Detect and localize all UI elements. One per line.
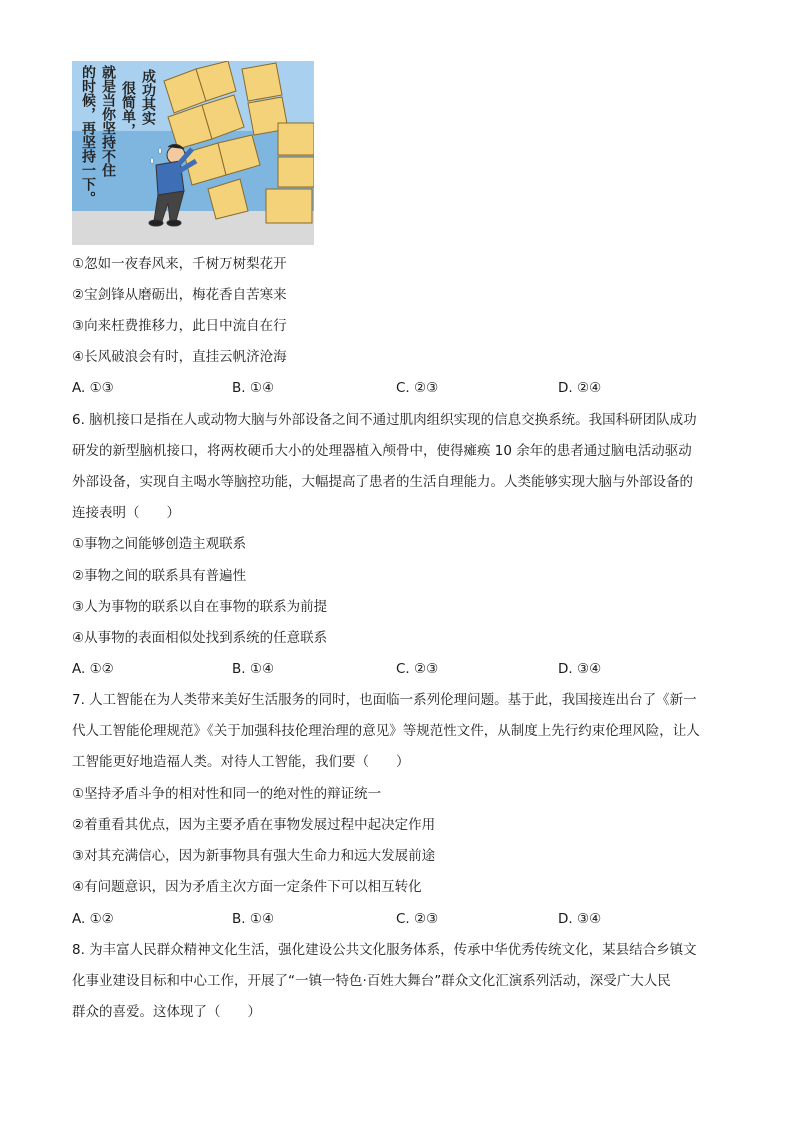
q6-stem-line-1: 6. 脑机接口是指在人或动物大脑与外部设备之间不通过肌肉组织实现的信息交换系统。我国科研团队成功 — [72, 412, 697, 428]
q6-statement-4: ④从事物的表面相似处找到系统的任意联系 — [72, 630, 328, 646]
q6-stem-line-2: 研发的新型脑机接口，将两枚硬币大小的处理器植入颅骨中，使得瘫痪 10 余年的患者通过脑电活动驱动 — [72, 443, 692, 459]
q8-stem-line-1: 8. 为丰富人民群众精神文化生活，强化建设公共文化服务体系，传承中华优秀传统文化，某县结合乡镇文 — [72, 942, 697, 958]
q5-option-a[interactable]: A. ①③ — [72, 380, 114, 396]
q6-option-b[interactable]: B. ①④ — [232, 661, 275, 677]
q6-statement-2: ②事物之间的联系具有普遍性 — [72, 568, 247, 584]
cartoon-caption-col-2: 很简单， — [120, 81, 136, 137]
q7-option-a[interactable]: A. ①② — [72, 911, 114, 927]
q5-option-c[interactable]: C. ②③ — [396, 380, 439, 396]
cartoon-caption-col-3: 就是当你坚持不住 — [100, 65, 116, 177]
q6-statement-1: ①事物之间能够创造主观联系 — [72, 536, 247, 552]
q5-statement-2: ②宝剑锋从磨砺出，梅花香自苦寒来 — [72, 287, 287, 303]
q5-option-d[interactable]: D. ②④ — [558, 380, 602, 396]
q5-statement-3: ③向来枉费推移力，此日中流自在行 — [72, 318, 287, 334]
q6-stem-line-4: 连接表明（ ） — [72, 505, 180, 521]
q7-statement-2: ②着重看其优点，因为主要矛盾在事物发展过程中起决定作用 — [72, 817, 436, 833]
cartoon-caption-col-4: 的时候，再坚持一下。 — [80, 65, 96, 205]
q6-option-d[interactable]: D. ③④ — [558, 661, 602, 677]
q7-option-b[interactable]: B. ①④ — [232, 911, 275, 927]
q6-statement-3: ③人为事物的联系以自在事物的联系为前提 — [72, 599, 328, 615]
q7-option-c[interactable]: C. ②③ — [396, 911, 439, 927]
q7-stem-line-3: 工智能更好地造福人类。对待人工智能，我们要（ ） — [72, 754, 410, 770]
q8-stem-line-2: 化事业建设目标和中心工作，开展了“一镇一特色·百姓大舞台”群众文化汇演系列活动，深受广大人民 — [72, 973, 671, 989]
q6-option-a[interactable]: A. ①② — [72, 661, 114, 677]
cartoon-illustration — [72, 61, 314, 245]
q6-option-c[interactable]: C. ②③ — [396, 661, 439, 677]
q7-option-d[interactable]: D. ③④ — [558, 911, 602, 927]
q5-statement-4: ④长风破浪会有时，直挂云帆济沧海 — [72, 349, 287, 365]
q7-statement-4: ④有问题意识，因为矛盾主次方面一定条件下可以相互转化 — [72, 879, 422, 895]
q5-option-b[interactable]: B. ①④ — [232, 380, 275, 396]
cartoon-caption-col-1: 成功其实 — [140, 69, 156, 125]
q8-stem-line-3: 群众的喜爱。这体现了（ ） — [72, 1004, 261, 1020]
q5-statement-1: ①忽如一夜春风来，千树万树梨花开 — [72, 256, 287, 272]
q7-stem-line-2: 代人工智能伦理规范》《关于加强科技伦理治理的意见》等规范性文件，从制度上先行约束伦理风险，让人 — [72, 723, 700, 739]
q7-statement-1: ①坚持矛盾斗争的相对性和同一的绝对性的辩证统一 — [72, 786, 382, 802]
q6-stem-line-3: 外部设备，实现自主喝水等脑控功能，大幅提高了患者的生活自理能力。人类能够实现大脑与外部设备的 — [72, 474, 693, 490]
q7-stem-line-1: 7. 人工智能在为人类带来美好生活服务的同时，也面临一系列伦理问题。基于此，我国接连出台了《新一 — [72, 692, 697, 708]
q7-statement-3: ③对其充满信心，因为新事物具有强大生命力和远大发展前途 — [72, 848, 436, 864]
